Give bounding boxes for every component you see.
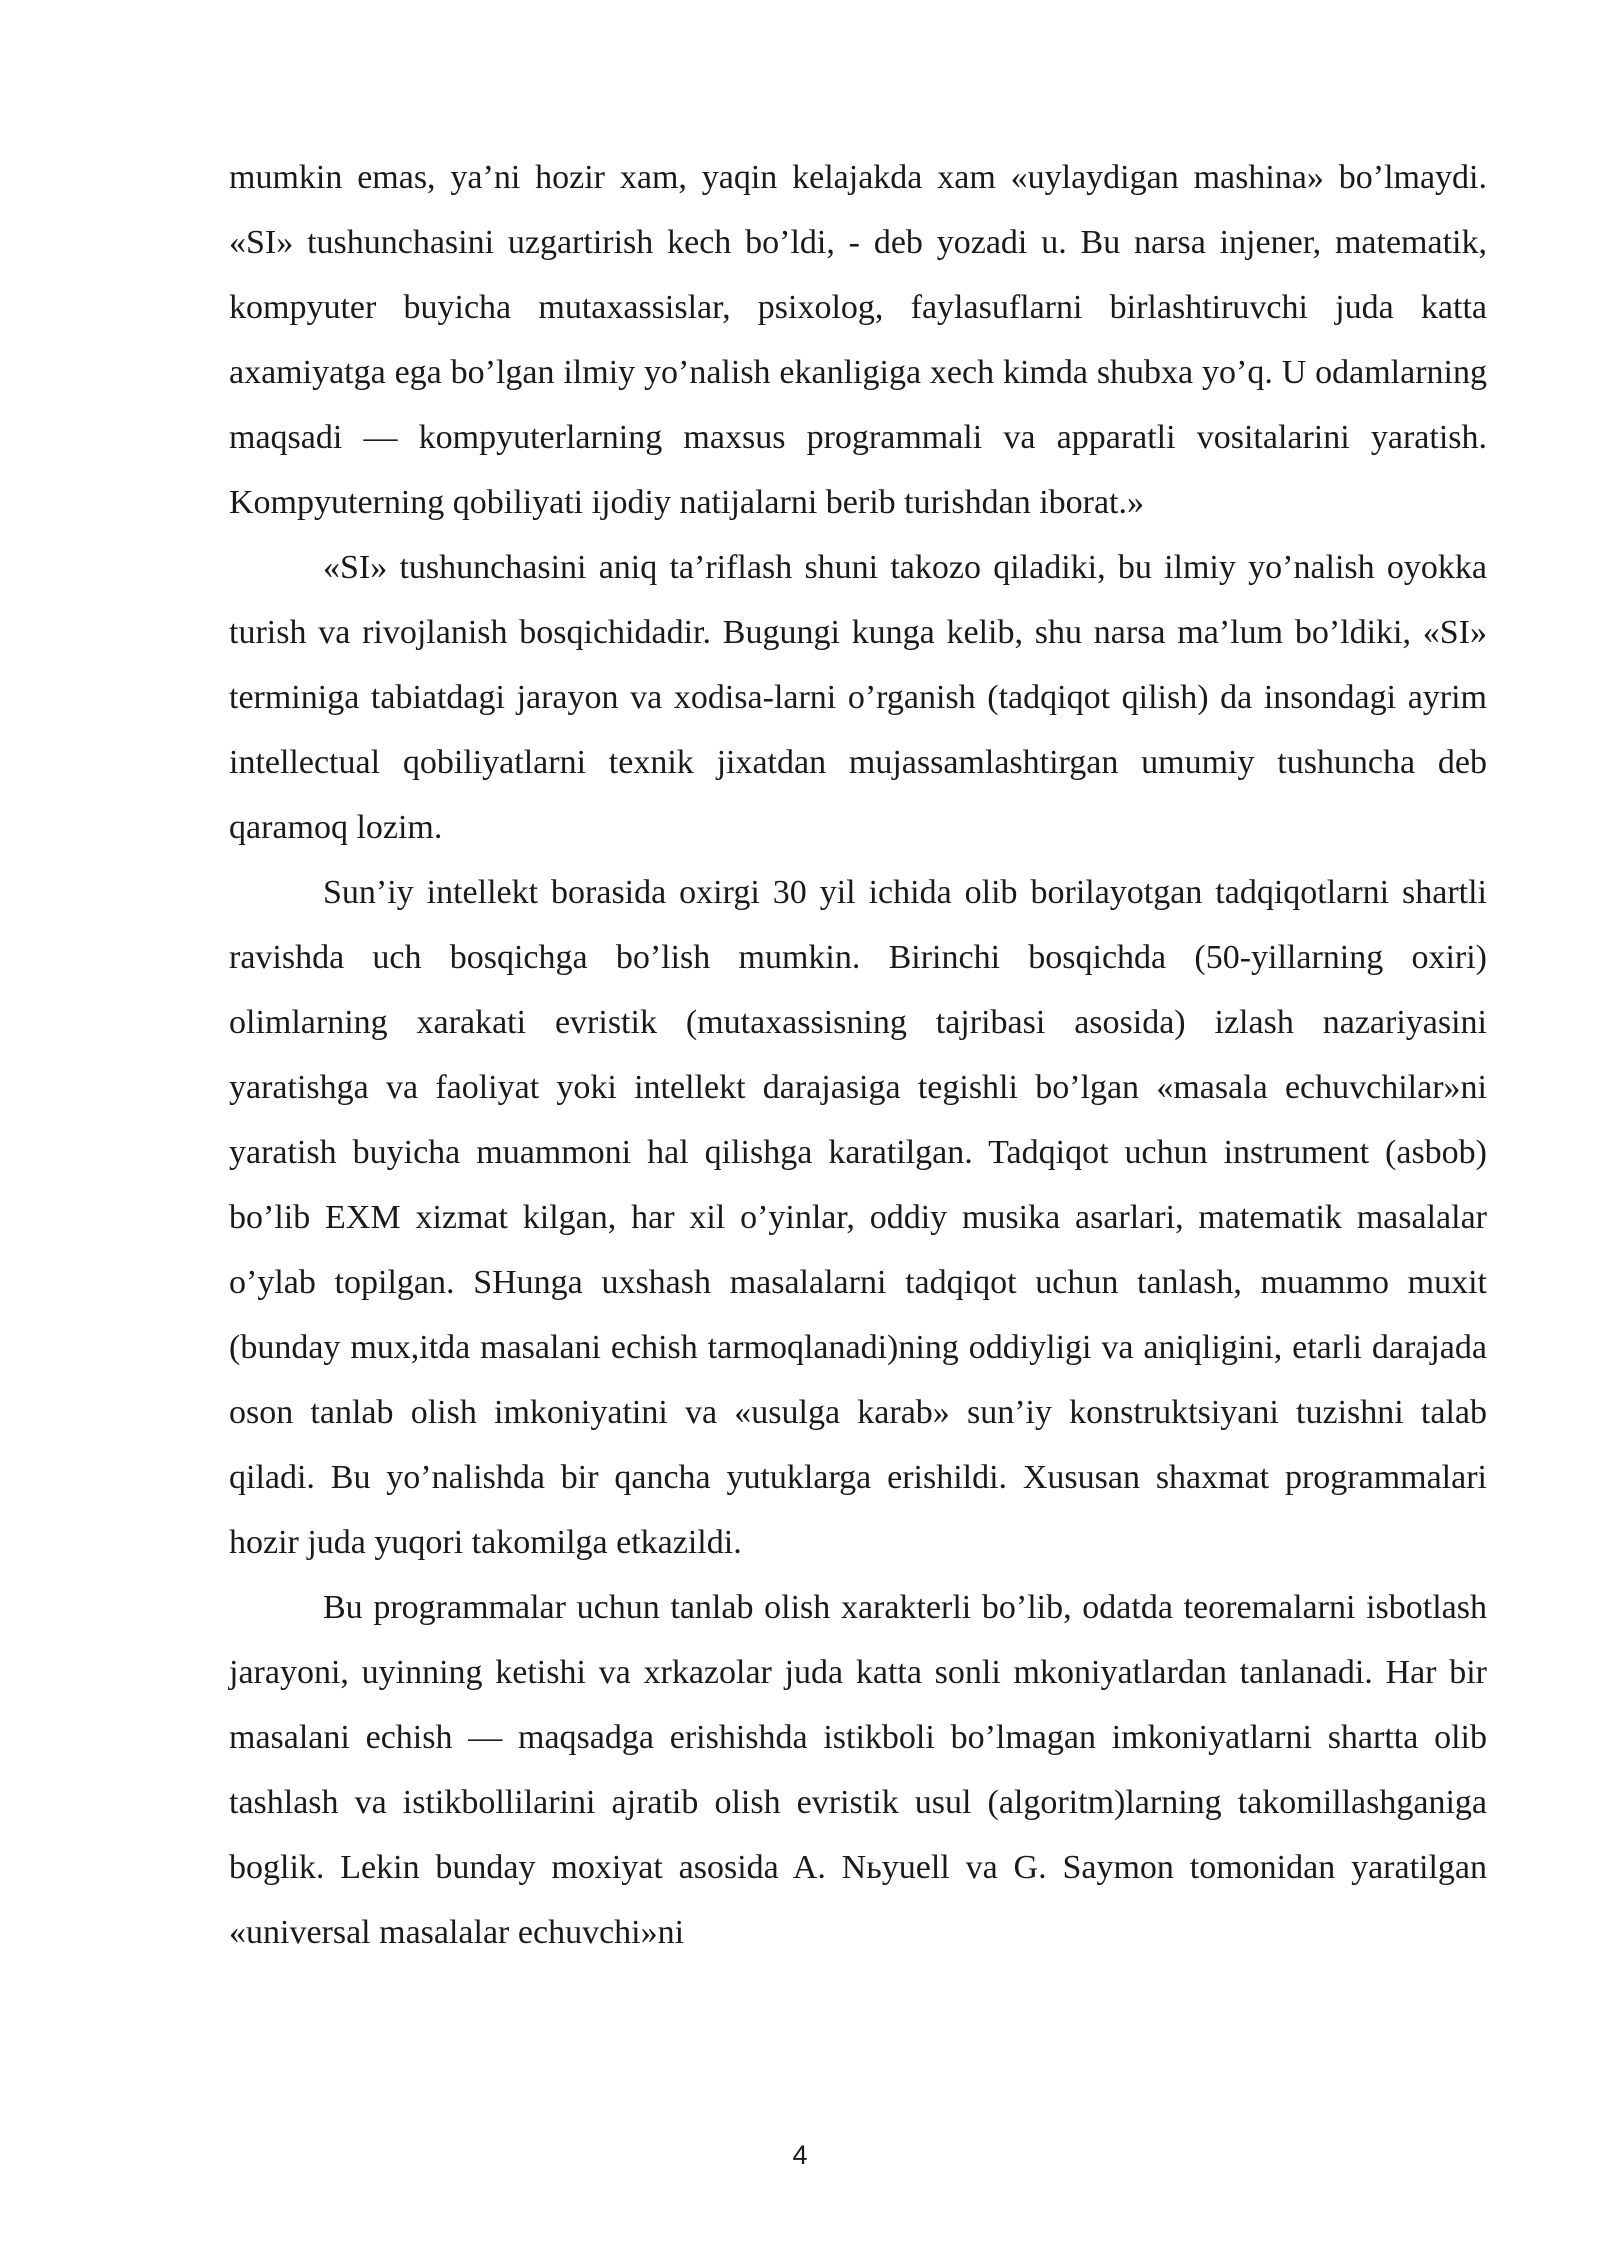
paragraph-4: Bu programmalar uchun tanlab olish xarakterli bo’lib, odatda teoremalarni isbotlash jarayoni, uyinning ketishi va xrkazolar juda katta sonli mkoniyatlardan tanlanadi. Har bir masalani echish — maqsadga erishishda istikboli bo’lmagan imkoniyatlarni shartta olib tashlash va istikbollilarini ajratib olish evristik usul (algoritm)larning takomillashganiga boglik. Lekin bunday moxiyat asosida A. Nьyuell va G. Saymon tomonidan yaratilgan «universal masalalar echuvchi»ni xyxy=(229,1589,1487,1951)
paragraph-1: mumkin emas, ya’ni hozir xam, yaqin kelajakda xam «uylaydigan mashina» bo’lmaydi. «SI» tushunchasini uzgartirish kech bo’ldi, - deb yozadi u. Bu narsa injener, matematik, kompyuter buyicha mutaxassislar, psixolog, faylasuflarni birlashtiruvchi juda katta axamiyatga ega bo’lgan ilmiy yo’nalish ekanligiga xech kimda shubxa yo’q. U odamlarning maqsadi — kompyuterlarning maxsus programmali va apparatli vositalarini yaratish. Kompyuterning qobiliyati ijodiy natijalarni berib turishdan iborat.» xyxy=(229,159,1487,521)
body-text xyxy=(229,145,1487,1965)
page-number: 4 xyxy=(792,2140,808,2170)
paragraph-3: Sun’iy intellekt borasida oxirgi 30 yil ichida olib borilayotgan tadqiqotlarni shartli ravishda uch bosqichga bo’lish mumkin. Birinchi bosqichda (50-yillarning oxiri) olimlarning xarakati evristik (mutaxassisning tajribasi asosida) izlash nazariyasini yaratishga va faoliyat yoki intellekt darajasiga tegishli bo’lgan «masala echuvchilar»ni yaratish buyicha muammoni hal qilishga karatilgan. Tadqiqot uchun instrument (asbob) bo’lib EXM xizmat kilgan, har xil o’yinlar, oddiy musika asarlari, matematik masalalar o’ylab topilgan. SHunga uxshash masalalarni tadqiqot uchun tanlash, muammo muxit (bunday mux,itda masalani echish tarmoqlanadi)ning oddiyligi va aniqligini, etarli darajada oson tanlab olish imkoniyatini va «usulga karab» sun’iy konstruktsiyani tuzishni talab qiladi. Bu yo’nalishda bir qancha yutuklarga erishildi. Xususan shaxmat programmalari hozir juda yuqori takomilga etkazildi. xyxy=(229,874,1487,1561)
paragraph-2: «SI» tushunchasini aniq ta’riflash shuni takozo qiladiki, bu ilmiy yo’nalish oyokka turish va rivojlanish bosqichidadir. Bugungi kunga kelib, shu narsa ma’lum bo’ldiki, «SI» terminiga tabiatdagi jarayon va xodisa-larni o’rganish (tadqiqot qilish) da insondagi ayrim intellectual qobiliyatlarni texnik jixatdan mujassamlashtirgan umumiy tushuncha deb qaramoq lozim. xyxy=(229,549,1487,846)
